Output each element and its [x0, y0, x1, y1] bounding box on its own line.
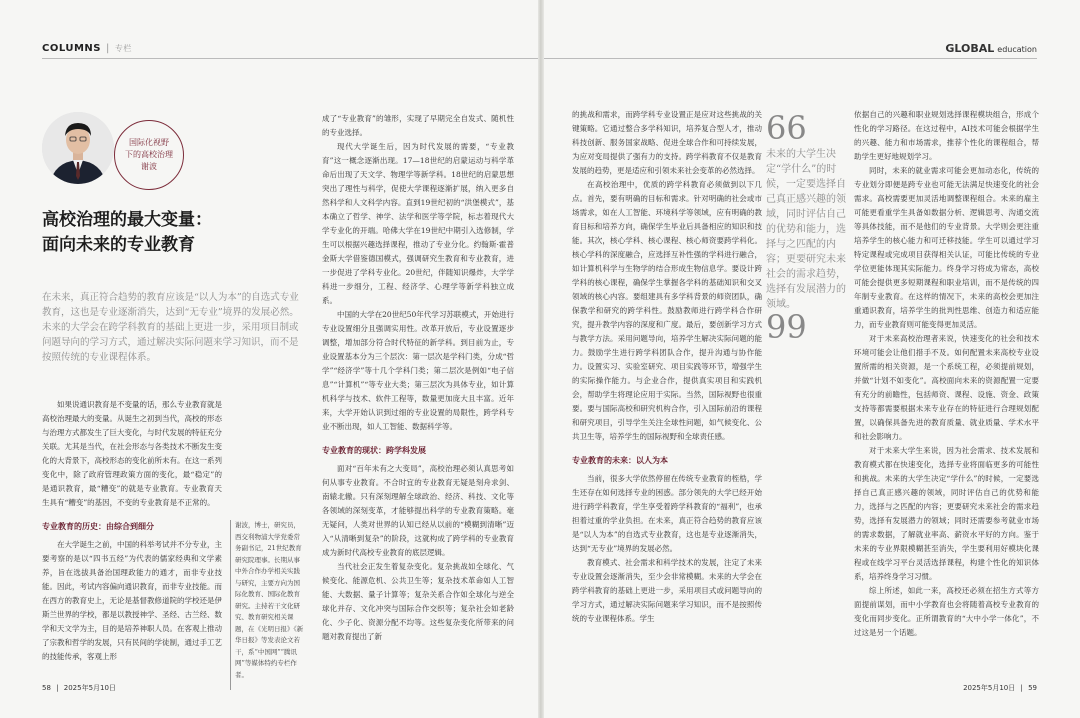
open-quote-icon: 66	[766, 109, 807, 147]
paragraph: 面对“百年未有之大变局”，高校治理必须认真思考如何从事专业教育。不合时宜的专业教育无疑是刻舟求剑、南辕北辙。只有深刻理解全球政治、经济、科技、文化等各领域的深刻变革，才能够提出科学的专业教育策略。毫无疑问，人类对世界的认知已经从以前的“模糊到清晰”迈入“从清晰到复杂”的阶段，这就构成了跨学科的专业教育成为新时代高校专业教育的底层逻辑。	[322, 464, 514, 557]
paragraph: 教育模式、社会需求和科学技术的发展，注定了未来专业设置会逐渐消失，至少会非常模糊。未来的大学会在跨学科教育的基础上更进一步，采用项目式或问题导向的学习方式，通过解决实际问题来学习知识，而不是按照传统的专业课程体系。学生	[572, 558, 762, 623]
title-line-1: 高校治理的最大变量：	[42, 210, 212, 230]
magazine-logo	[945, 42, 1037, 55]
paragraph: 对于未来大学生来说，因为社会需求、技术发展和教育模式都在快速变化，选择专业将面临更多的可能性和挑战。未来的大学生决定“学什么”的时候，一定要选择自己真正感兴趣的领域，同时评估自己的优势和能力，选择与之匹配的内容；更要研究未来社会的需求趋势，选择有发展潜力的领域；同时还需要参考就业市场的需求数据，了解就业率高、薪资水平好的方向。鉴于未来的专业界限模糊甚至消失，学生要利用好模块化课程或在线学习平台灵活选择课程，构建个性化的知识体系，培养终身学习习惯。	[854, 446, 1039, 581]
paragraph: 现代大学诞生后，因为时代发展的需要，“专业教育”这一概念逐渐出现。17—18世纪的启蒙运动与科学革命后出现了天文学、物理学等新学科。18世纪的启蒙思想突出了理性与科学，促使大学课程逐渐扩展，纳入更多自然科学和人文科学内容。直到19世纪初的“洪堡模式”，基本确立了哲学、神学、法学和医学等学院，标志着现代大学专业化的开端。哈佛大学在19世纪中期引入选修制，学生可以根据兴趣选择课程，推动了专业分化。约翰斯·霍普金斯大学借鉴德国模式，强调研究生教育和专业教育，进一步促进了学科专业化。20世纪，伴随知识爆炸，大学学科进一步细分，工程、经济学、心理学等新学科独立成系。	[322, 142, 514, 305]
section-label: COLUMNS	[42, 43, 101, 54]
issue-date: 2025年5月10日	[63, 684, 116, 692]
right-page	[544, 0, 1080, 718]
close-quote-icon: 99	[766, 308, 807, 346]
paragraph: 的挑战和需求，而跨学科专业设置正是应对这些挑战的关键策略。它通过整合多学科知识，培养复合型人才，推动科技创新、服务国家战略、促进全球合作和可持续发展，为应对变局提供了强有力的支持。跨学科教育不仅是教育发展的趋势，更是适应和引领未来社会变革的必然选择。	[572, 110, 762, 175]
logo-sub: education	[997, 45, 1037, 54]
header-rule	[544, 58, 1037, 59]
left-column-2	[322, 112, 514, 694]
paragraph: 对于未来高校治理者来说，快速变化的社会和技术环境可能会让他们措手不及。如何配置未来高校专业设置所需的相关资源，是一个系统工程，必须提前规划，并做“计划不如变化”。高校面向未来的资源配置一定要有充分的前瞻性，包括师资、课程、设施、资金、政策支持等都需要根据未来专业存在的特征进行合理规划配置，以确保具备先进的教育质量、就业质量、学术水平和社会影响力。	[854, 334, 1039, 441]
badge-line-2: 下的高校治理	[125, 150, 173, 159]
column-badge	[114, 120, 184, 190]
paragraph: 在大学诞生之前，中国的科举考试并不分专业，主要考察的是以“四书五经”为代表的儒家经典和文学素养，旨在选拔具备治国理政能力的通才，而非专业技能。因此，考试内容偏向通识教育，而非专业技能。而在西方的教育史上，无论是基督教修道院的学校还是伊斯兰世界的学校，都是以教授神学、圣经、古兰经、数学和天文学为主，目的是培养神职人员。在客观上推动了宗教和哲学的发展，只有民间的学徒制，通过手工艺的技能传承，客观上形	[42, 540, 222, 661]
paragraph: 依据自己的兴趣和职业规划选择课程模块组合，形成个性化的学习路径。在这过程中，AI技术可能会根据学生的兴趣、能力和市场需求，推荐个性化的课程组合，帮助学生更好地规划学习。	[854, 110, 1039, 161]
subheading: 专业教育的现状：跨学科发展	[322, 446, 426, 455]
paragraph: 综上所述，如此一来，高校还必须在招生方式等方面提前谋划，而中小学教育也会将随着高校专业教育的变化而同步变化。正所谓教育的“大中小学一体化”，不过这是另一个话题。	[854, 586, 1039, 637]
issue-date: 2025年5月10日	[963, 684, 1016, 692]
paragraph: 当前，很多大学依然停留在传统专业教育的桎梏，学生还存在如何选择专业的困惑。部分领先的大学已经开始进行跨学科教育，学生享受着跨学科教育的“福利”，也承担着过重的学业负担。在未来，真正符合趋势的教育应该是“以人为本”的自选式专业教育，这也是专业逐渐消失，达到“无专业”境界的发展必然。	[572, 474, 762, 553]
title-line-2: 面向未来的专业教育	[42, 235, 195, 255]
paragraph: 当代社会正发生着复杂变化。复杂挑战如全球化、气候变化、能源危机、公共卫生等；复杂技术革命如人工智能、大数据、量子计算等；复杂关系合作如全球化与逆全球化并存、文化冲突与国际合作交织等；复杂社会如老龄化、少子化、资源分配不均等。这些复杂变化所带来的问题对教育提出了新	[322, 562, 514, 641]
bio-divider	[230, 520, 231, 690]
article-title	[42, 208, 212, 258]
header-rule	[42, 58, 538, 59]
paragraph: 中国的大学在20世纪50年代学习苏联模式，开始进行专业设置细分且强调实用性。改革开放后，专业设置逐步调整，增加部分符合时代特征的新学科。到目前为止，专业设置基本分为三个层次：第一层次是学科门类，分成“哲学”“经济学”等十几个学科门类；第二层次是例如“电子信息”“计算机”“等专业大类；第三层次为具体专业，如计算机科学与技术、软件工程等，数量更加庞大且丰富。近年来，大学开始认识到过细的专业设置的局限性，跨学科专业不断出现，如人工智能、数据科学等。	[322, 310, 514, 431]
right-column-3	[854, 108, 1039, 694]
left-footer: 58 | 2025年5月10日	[42, 684, 116, 692]
pull-quote	[766, 109, 848, 346]
section-sublabel: 专栏	[114, 44, 132, 53]
paragraph: 如果说通识教育是不变量的话，那么专业教育就是高校治理最大的变量。从诞生之初到当代，高校的形态与治理方式都发生了巨大变化，与时代发展的特征充分关联。尤其是当代，在社会形态与各类技术不断发生变化的大背景下，高校形态的变化前所未有。在这一系列变化中，除了政府管理政策方面的变化，最“稳定”的是通识教育，最“糟变”的就是专业教育。专业教育天生具有“糟变”的基因，不变的专业教育是不正常的。	[42, 400, 222, 507]
paragraph: 成了“专业教育”的雏形，实现了早期完全自发式、随机性的专业选择。	[322, 114, 514, 137]
page-number: 59	[1028, 684, 1037, 692]
author-bio: 谢波，博士，研究员，西交利物浦大学党委常务副书记，21世纪教育研究院理事。长期从事中外合作办学相关实践与研究，主要方向为国际化教育、国际化教育研究。主持若干文化研究、教育研究相关课题，在《光明日报》《新华日报》等发表论文若干，系“中国网”“腾讯网”等媒体特约专栏作者。	[235, 521, 304, 679]
badge-line-1: 国际化视野	[129, 138, 169, 147]
article-lead: 在未来，真正符合趋势的教育应该是“以人为本”的自选式专业教育，这也是专业逐渐消失，达到“无专业”境界的发展必然。未来的大学会在跨学科教育的基础上更进一步，采用项目制或问题导向的学习方式，通过解决实际问题来学习知识，而不是按照传统的专业课程体系。	[42, 292, 299, 363]
left-page	[0, 0, 538, 718]
pull-quote-text: 未来的大学生决定“学什么”的时候，一定要选择自己真正感兴趣的领域，同时评估自己的优势和能力，选择与之匹配的内容；更要研究未来社会的需求趋势，选择有发展潜力的领域。	[766, 149, 846, 310]
subheading: 专业教育的历史：由综合到细分	[42, 522, 154, 531]
paragraph: 同时，未来的就业需求可能会更加动态化，传统的专业划分即便是跨专业也可能无法满足快速变化的社会需求。高校需要更加灵活地调整课程组合。未来的雇主可能更看重学生具备如数据分析、逻辑思考、沟通交流等具体技能，而不是他们的专业背景。大学则会更注重培养学生的核心能力和可迁移技能。学生可以通过学习特定课程或完成项目获得相关认证，可能比传统的专业学位更能体现其实际能力。终身学习将成为常态，高校可能会提供更多短期课程和职业培训，而不是传统的四年制专业教育。在这样的情况下，未来的高校会更加注重通识教育，培养学生的批判性思维、创造力和适应能力，而专业教育则可能变得更加灵活。	[854, 166, 1039, 329]
logo-brand: GLOBAL	[945, 42, 995, 55]
right-column-1	[572, 108, 762, 694]
author-photo	[42, 112, 114, 184]
subheading: 专业教育的未来：以人为本	[572, 456, 668, 465]
badge-author: 谢波	[141, 162, 157, 171]
right-footer: 2025年5月10日 | 59	[963, 684, 1037, 692]
paragraph: 在高校治理中，优质的跨学科教育必须做到以下几点。首先，要有明确的目标和需求。针对明确的社会或市场需求，如在人工智能、环境科学等领域，应有明确的教育目标和培养方向，确保学生毕业后具备相应的知识和技能。其次，核心学科、核心课程、核心师资要跨学科化。核心学科的深度融合，应选择互补性强的学科进行融合，如计算机科学与生物学的结合形成生物信息学。要设计跨学科的核心课程，确保学生掌握各学科的基础知识和交叉领域的核心内容。要组建具有多学科背景的师资团队，确保教学和研究的跨学科性。鼓励教师进行跨学科合作研究，提升教学内容的深度和广度。最后，要创新学习方式与教学方法。采用问题导向，培养学生解决实际问题的能力。鼓励学生进行跨学科团队合作，提升沟通与协作能力。设置实习、实验室研究、项目实践等环节，增强学生的实际操作能力。与企业合作，提供真实项目和实践机会，帮助学生将理论应用于实际。当然，国际视野也很重要。要与国际高校和研究机构合作，引入国际前沿的课程和研究项目，引导学生关注全球性问题，如气候变化、公共卫生等，培养学生的国际视野和全球责任感。	[572, 180, 762, 441]
page-number: 58	[42, 684, 51, 692]
section-header: COLUMNS | 专栏	[42, 43, 132, 54]
left-column-1	[42, 398, 222, 698]
